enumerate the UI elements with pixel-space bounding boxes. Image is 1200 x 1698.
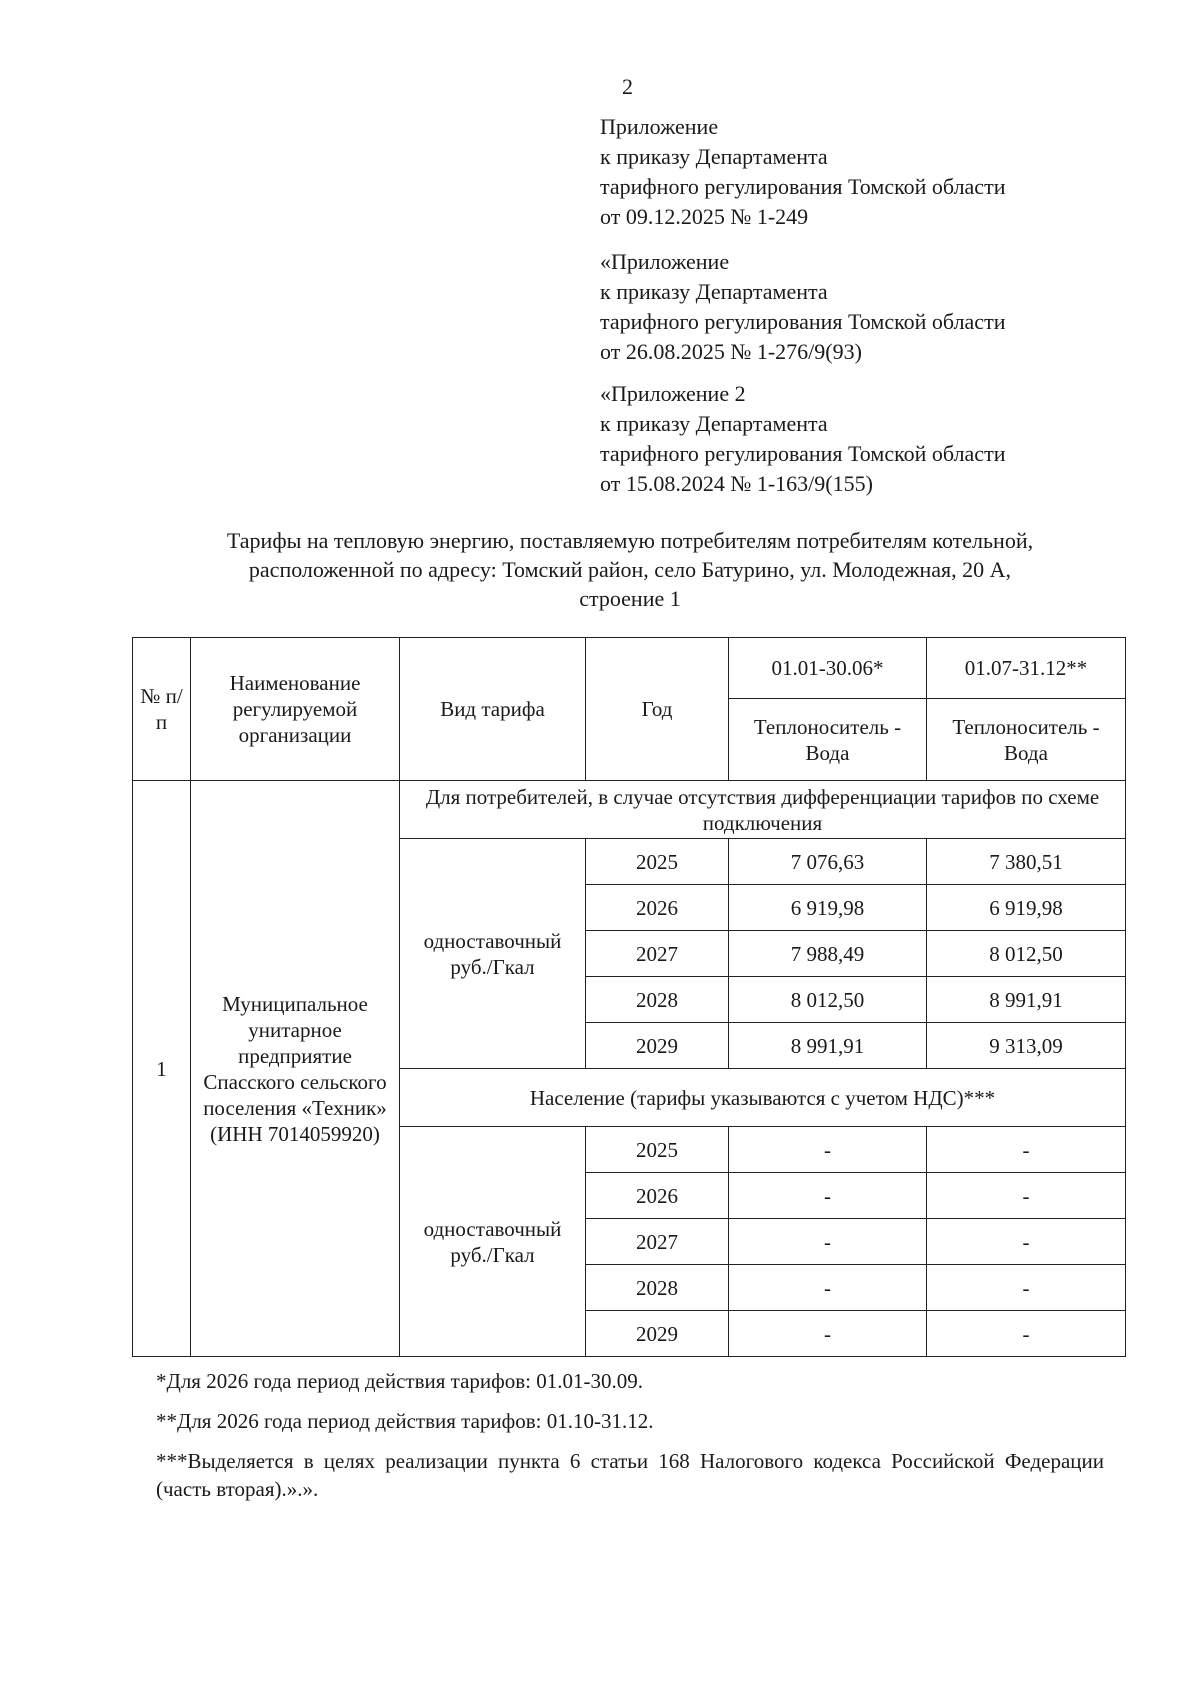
year-cell: 2027 [586,931,729,977]
tariff-value-period-1: 8 991,91 [729,1023,927,1069]
appendix-line: к приказу Департамента [600,411,828,436]
tariff-value-period-1: 7 076,63 [729,839,927,885]
header-organization: Наименование регулируемой организации [191,638,400,781]
title-line: расположенной по адресу: Томский район, село Батурино, ул. Молодежная, 20 А, [248,557,1012,582]
tariff-value-period-2: - [927,1311,1126,1357]
organization-name: Муниципальное унитарное предприятие Спасского сельского поселения «Техник» (ИНН 7014059920) [191,781,400,1357]
footnotes [156,1367,1104,1515]
year-cell: 2026 [586,1173,729,1219]
tariff-value-period-2: 7 380,51 [927,839,1126,885]
appendix-line: «Приложение [600,249,730,274]
tariff-value-period-2: 8 012,50 [927,931,1126,977]
tariff-value-period-1: - [729,1173,927,1219]
tariff-value-period-1: - [729,1311,927,1357]
appendix-line: от 15.08.2024 № 1-163/9(155) [600,471,873,496]
year-cell: 2026 [586,885,729,931]
row-number: 1 [133,781,191,1357]
tariff-value-period-1: 7 988,49 [729,931,927,977]
header-period-1: 01.01-30.06* [729,638,927,699]
footnote: **Для 2026 года период действия тарифов: 01.10-31.12. [156,1409,654,1433]
title-line: строение 1 [579,586,681,611]
tariff-value-period-2: 9 313,09 [927,1023,1126,1069]
appendix-line: тарифного регулирования Томской области [600,441,1006,466]
tariff-value-period-1: - [729,1219,927,1265]
section-title: Для потребителей, в случае отсутствия дифференциации тарифов по схеме подключения [400,781,1126,839]
year-cell: 2028 [586,1265,729,1311]
tariff-value-period-1: - [729,1127,927,1173]
appendix-line: от 26.08.2025 № 1-276/9(93) [600,339,862,364]
section-title-row [133,781,1126,839]
tariff-table [132,637,1126,1357]
tariff-value-period-2: 8 991,91 [927,977,1126,1023]
tariff-value-period-1: - [729,1265,927,1311]
section-title: Население (тарифы указываются с учетом НДС)*** [400,1069,1126,1127]
title-line: Тарифы на тепловую энергию, поставляемую потребителям потребителям котельной, [226,528,1034,553]
appendix-line: к приказу Департамента [600,144,828,169]
document-title [130,526,1130,613]
appendix-line: к приказу Департамента [600,279,828,304]
tariff-value-period-2: - [927,1127,1126,1173]
appendix-line: от 09.12.2025 № 1-249 [600,204,809,229]
tariff-value-period-1: 6 919,98 [729,885,927,931]
appendix-line: «Приложение 2 [600,381,746,406]
appendix-line: тарифного регулирования Томской области [600,174,1006,199]
header-period-2: 01.07-31.12** [927,638,1126,699]
header-carrier-2: Теплоноситель - Вода [927,699,1126,781]
tariff-value-period-2: 6 919,98 [927,885,1126,931]
tariff-value-period-2: - [927,1173,1126,1219]
page-number: 2 [622,74,633,99]
header-tariff-type: Вид тарифа [400,638,586,781]
tariff-value-period-1: 8 012,50 [729,977,927,1023]
appendix-line: тарифного регулирования Томской области [600,309,1006,334]
tariff-table-body [133,638,1126,1357]
year-cell: 2025 [586,839,729,885]
header-year: Год [586,638,729,781]
header-carrier-1: Теплоноситель - Вода [729,699,927,781]
year-cell: 2027 [586,1219,729,1265]
appendix-block-amended-order [600,247,1160,367]
year-cell: 2029 [586,1311,729,1357]
table-header-row [133,638,1126,699]
appendix-block-original-order [600,379,1160,499]
year-cell: 2025 [586,1127,729,1173]
year-cell: 2029 [586,1023,729,1069]
header-number: № п/п [133,638,191,781]
year-cell: 2028 [586,977,729,1023]
appendix-line: Приложение [600,114,719,139]
appendix-block-current-order [600,112,1160,232]
tariff-value-period-2: - [927,1265,1126,1311]
tariff-type: одноставочный руб./Гкал [400,839,586,1069]
tariff-value-period-2: - [927,1219,1126,1265]
footnote: *Для 2026 года период действия тарифов: 01.01-30.09. [156,1369,643,1393]
tariff-type: одноставочный руб./Гкал [400,1127,586,1357]
footnote: ***Выделяется в целях реализации пункта 6 статьи 168 Налогового кодекса Российской Федерации (часть вторая).».». [156,1449,1104,1501]
